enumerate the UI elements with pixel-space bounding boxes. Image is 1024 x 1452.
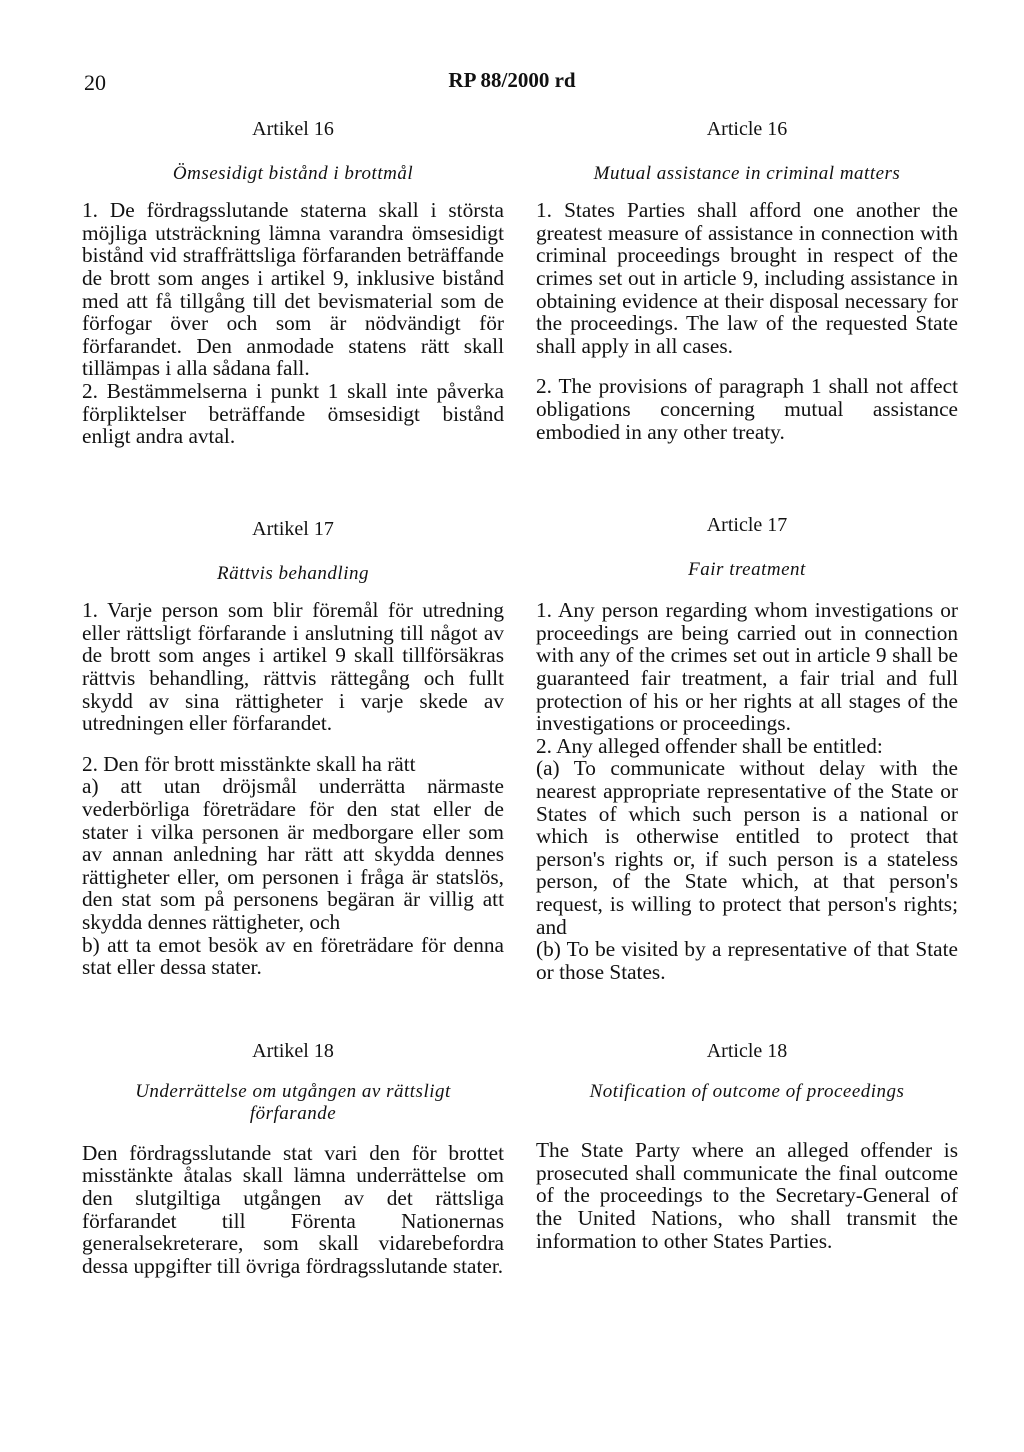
article-16-heading: Article 16 [706, 118, 788, 140]
artikel-16-paragraph-1: 1. De fördragsslutande staterna skall i största möjliga utsträckning lämna varandra ömsesidigt bistånd vid straffrättsliga förfaranden beträffande de brott som anges i artikel 9, inklusive bistånd med att få tillgång till det bevismaterial som de förfogar över och som är nödvändigt för förfarandet. Den anmodade statens rätt skall tillämpas i alla sådana fall. [82, 198, 504, 381]
artikel-16-section [82, 118, 504, 448]
artikel-18-section [82, 1040, 504, 1277]
article-17-paragraph-2b: (b) To be visited by a representative of that State or those States. [536, 937, 958, 984]
article-16-section [536, 118, 958, 443]
article-18-heading: Article 18 [706, 1040, 788, 1062]
artikel-16-heading: Artikel 16 [252, 118, 334, 140]
article-18-paragraph-1: The State Party where an alleged offender is prosecuted shall communicate the final outcome of the proceedings to the Secretary-General of the United Nations, who shall transmit the information to other States Parties. [536, 1138, 958, 1253]
artikel-16-paragraph-2: 2. Bestämmelserna i punkt 1 skall inte påverka förpliktelser beträffande ömsesidigt bistånd enligt andra avtal. [82, 378, 504, 449]
article-16-paragraph-1: 1. States Parties shall afford one another the greatest measure of assistance in connection with criminal proceedings brought in respect of the crimes set out in article 9, including assistance in obtaining evidence at their disposal necessary for the proceedings. The law of the requested State shall apply in all cases. [536, 198, 958, 358]
article-17-paragraph-2a: (a) To communicate without delay with the nearest appropriate representative of the State or States of which such person is a national or which is otherwise entitled to protect that person's rights or, if such person is a stateless person, of the State which, at that person's request, is willing to protect that person's rights; and [536, 756, 958, 939]
article-16-title: Mutual assistance in criminal matters [593, 162, 901, 184]
artikel-18-title-line-1: Underrättelse om utgången av rättsligt [135, 1080, 451, 1102]
artikel-17-title: Rättvis behandling [216, 562, 369, 584]
article-17-paragraph-2: 2. Any alleged offender shall be entitled: [536, 733, 883, 758]
artikel-17-paragraph-2: 2. Den för brott misstänkte skall ha rätt [82, 751, 416, 776]
page-number: 20 [84, 70, 106, 95]
running-head: RP 88/2000 rd [448, 68, 576, 92]
article-18-section [536, 1040, 958, 1252]
artikel-17-paragraph-2b: b) att ta emot besök av en företrädare för denna stat eller dessa stater. [82, 932, 504, 980]
article-16-paragraph-2: 2. The provisions of paragraph 1 shall not affect obligations concerning mutual assistance embodied in any other treaty. [536, 374, 958, 444]
artikel-17-heading: Artikel 17 [252, 518, 334, 540]
artikel-16-title: Ömsesidigt bistånd i brottmål [172, 162, 414, 184]
article-17-section [536, 514, 958, 983]
artikel-17-section [82, 518, 504, 979]
article-18-title: Notification of outcome of proceedings [589, 1080, 905, 1102]
article-17-heading: Article 17 [706, 514, 788, 536]
article-17-paragraph-1: 1. Any person regarding whom investigations or proceedings are being carried out in connection with any of the crimes set out in article 9 shall be guaranteed fair treatment, a fair trial and full protection of his or her rights at all stages of the investigations or proceedings. [536, 598, 958, 736]
artikel-18-heading: Artikel 18 [252, 1040, 334, 1062]
artikel-18-title-line-2: förfarande [249, 1103, 337, 1125]
artikel-17-paragraph-2a: a) att utan dröjsmål underrätta närmaste vederbörliga företrädare för den stat eller de stater i vilka personen är medborgare eller som av annan anledning har rätt att skydda dennes rättigheter eller, om personen i fråga är statslös, den stat som på personens begäran är villig att skydda dennes rättigheter, och [82, 774, 504, 934]
article-17-title: Fair treatment [688, 558, 806, 580]
artikel-17-paragraph-1: 1. Varje person som blir föremål för utredning eller rättsligt förfarande i anslutning till något av de brott som anges i artikel 9 skall tillförsäkras rättvis behandling, rättvis rättegång och fullt skydd av sina rättigheter i varje skede av utredningen eller förfarandet. [82, 598, 504, 736]
artikel-18-paragraph-1: Den fördragsslutande stat vari den för brottet misstänkte åtalas skall lämna underrättelse om den slutgiltiga utgången av det rättsliga förfarandet till Förenta Nationernas generalsekreterare, som skall vidarebefordra dessa uppgifter till övriga fördragsslutande stater. [82, 1140, 504, 1278]
